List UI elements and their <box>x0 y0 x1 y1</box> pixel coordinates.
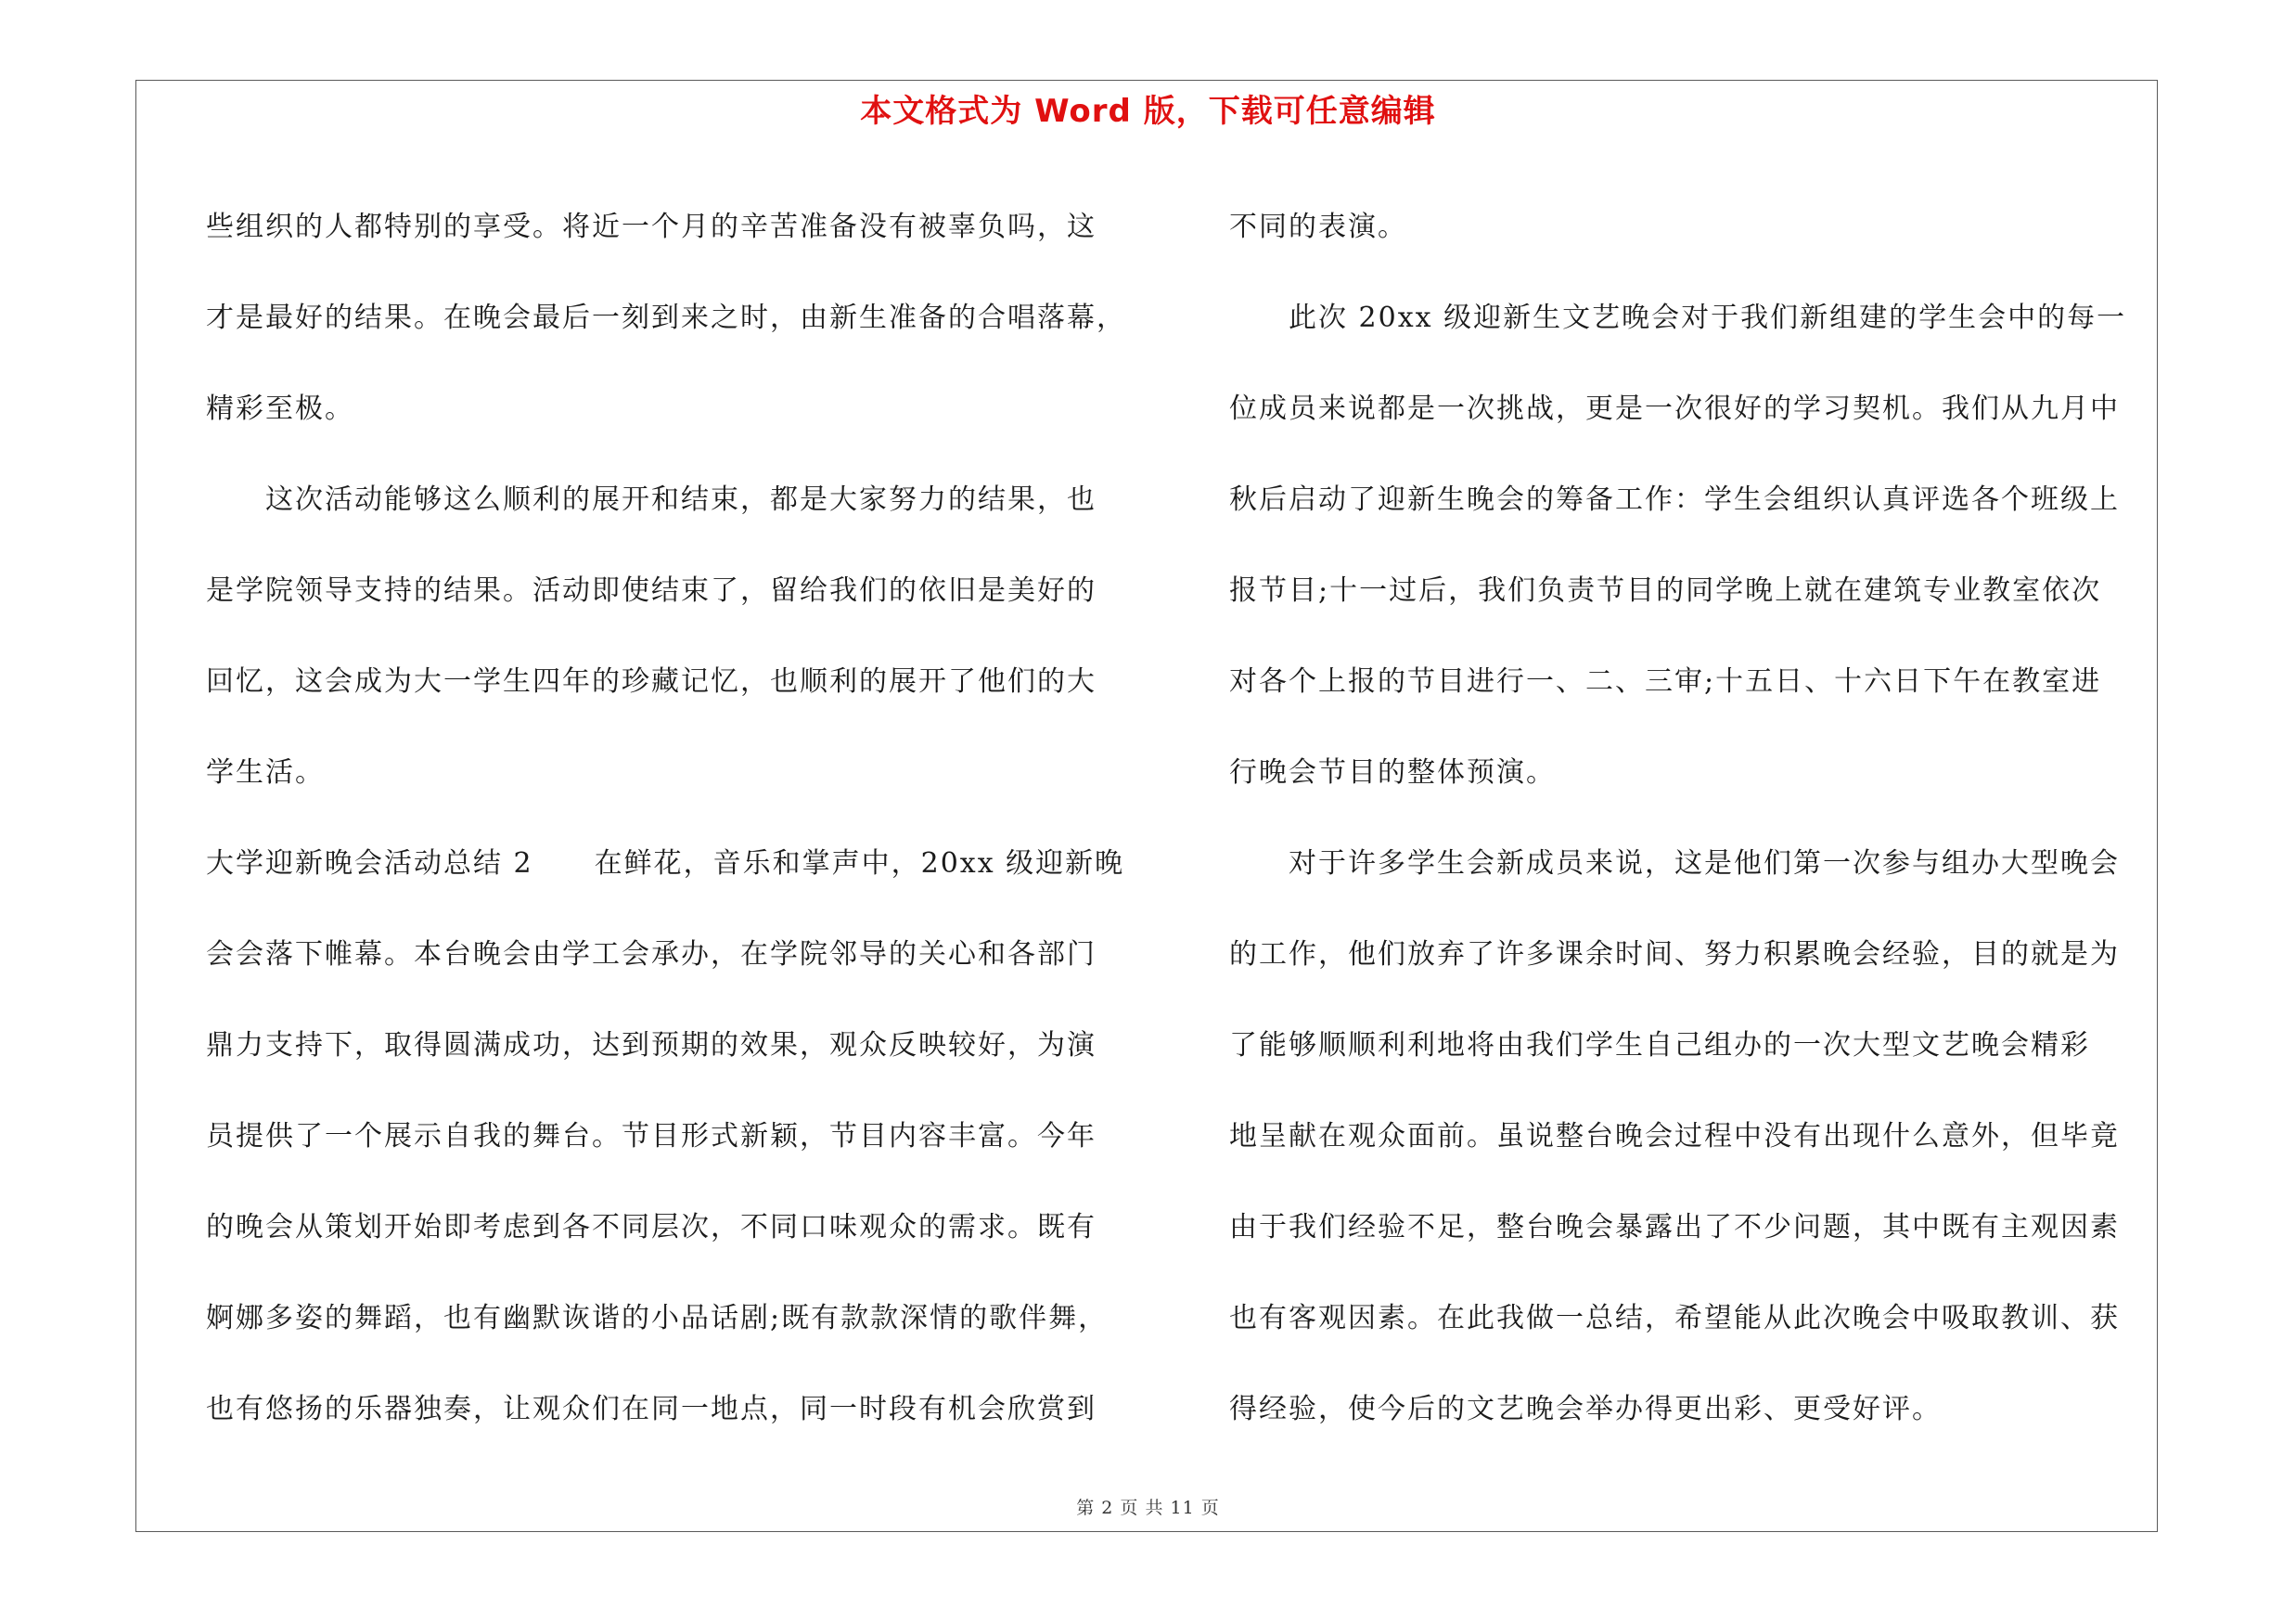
text-line: 秋后启动了迎新生晚会的筹备工作：学生会组织认真评选各个班级上 <box>1229 483 2120 516</box>
text-line: 行晚会节目的整体预演。 <box>1229 756 1556 789</box>
text-line: 由于我们经验不足，整台晚会暴露出了不少问题，其中既有主观因素 <box>1229 1211 2120 1243</box>
text-line: 对于许多学生会新成员来说，这是他们第一次参与组办大型晚会 <box>1289 847 2120 880</box>
text-line: 鼎力支持下，取得圆满成功，达到预期的效果，观众反映较好，为演 <box>206 1029 1097 1062</box>
right-paragraph-2 <box>1229 273 2157 818</box>
text-line: 在鲜花，音乐和掌声中，20xx 级迎新晚 <box>594 847 1125 880</box>
text-line: 也有客观因素。在此我做一总结，希望能从此次晚会中吸取教训、获 <box>1229 1302 2120 1334</box>
text-line: 这次活动能够这么顺利的展开和结束，都是大家努力的结果，也 <box>265 483 1097 516</box>
text-line: 会会落下帷幕。本台晚会由学工会承办，在学院邻导的关心和各部门 <box>206 938 1097 971</box>
text-line: 不同的表演。 <box>1229 211 1407 243</box>
text-line: 学生活。 <box>206 756 325 789</box>
text-line: 对各个上报的节目进行一、二、三审;十五日、十六日下午在教室进 <box>1229 665 2102 698</box>
format-banner: 本文格式为 Word 版，下载可任意编辑 <box>860 93 1436 130</box>
text-line: 地呈献在观众面前。虽说整台晚会过程中没有出现什么意外，但毕竟 <box>1229 1120 2120 1153</box>
text-line: 员提供了一个展示自我的舞台。节目形式新颖，节目内容丰富。今年 <box>206 1120 1097 1153</box>
text-line: 的晚会从策划开始即考虑到各不同层次，不同口味观众的需求。既有 <box>206 1211 1097 1243</box>
text-line: 的工作，他们放弃了许多课余时间、努力积累晚会经验，目的就是为 <box>1229 938 2120 971</box>
left-paragraph-3 <box>206 818 1134 1455</box>
text-line: 此次 20xx 级迎新生文艺晚会对于我们新组建的学生会中的每一 <box>1289 302 2127 334</box>
text-line: 报节目;十一过后，我们负责节目的同学晚上就在建筑专业教室依次 <box>1229 574 2102 607</box>
left-paragraph-2 <box>206 455 1134 818</box>
left-column <box>206 182 1134 1455</box>
text-line: 了能够顺顺利利地将由我们学生自己组办的一次大型文艺晚会精彩 <box>1229 1029 2090 1062</box>
text-line: 精彩至极。 <box>206 393 354 425</box>
text-line: 是学院领导支持的结果。活动即使结束了，留给我们的依旧是美好的 <box>206 574 1097 607</box>
section-heading-line <box>206 818 1134 909</box>
text-line: 婀娜多姿的舞蹈，也有幽默诙谐的小品话剧;既有款款深情的歌伴舞， <box>206 1302 1109 1334</box>
text-line: 些组织的人都特别的享受。将近一个月的辛苦准备没有被辜负吗，这 <box>206 211 1097 243</box>
text-line: 得经验，使今后的文艺晚会举办得更出彩、更受好评。 <box>1229 1393 1942 1425</box>
right-paragraph-3 <box>1229 818 2157 1455</box>
text-line: 回忆，这会成为大一学生四年的珍藏记忆，也顺利的展开了他们的大 <box>206 665 1097 698</box>
right-column <box>1229 182 2157 1455</box>
text-line: 也有悠扬的乐器独奏，让观众们在同一地点，同一时段有机会欣赏到 <box>206 1393 1097 1425</box>
page-number-footer: 第 2 页 共 11 页 <box>1076 1498 1220 1518</box>
left-paragraph-1 <box>206 182 1134 455</box>
right-paragraph-1 <box>1229 182 2157 273</box>
text-line: 位成员来说都是一次挑战，更是一次很好的学习契机。我们从九月中 <box>1229 393 2120 425</box>
text-line: 才是最好的结果。在晚会最后一刻到来之时，由新生准备的合唱落幕， <box>206 302 1126 334</box>
section-heading: 大学迎新晚会活动总结 2 <box>206 847 533 880</box>
